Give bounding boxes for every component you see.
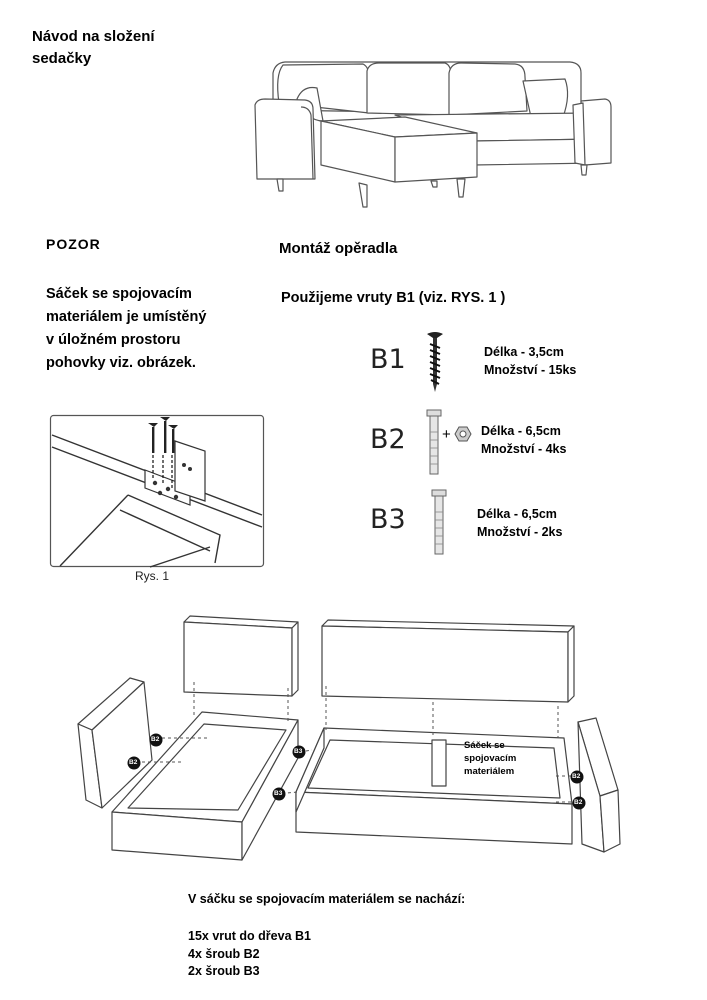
list-item: 15x vrut do dřeva B1 bbox=[188, 929, 311, 943]
backrest-heading: Montáž opěradla bbox=[279, 240, 398, 257]
b2-badge-label: B2 bbox=[129, 759, 138, 766]
warning-text bbox=[46, 283, 276, 375]
screw-quantity: Množství - 4ks bbox=[481, 442, 567, 456]
b2-badge bbox=[570, 770, 584, 789]
warning-heading: POZOR bbox=[46, 236, 101, 252]
screw-code-b3: B3 bbox=[370, 504, 406, 535]
page-title bbox=[32, 26, 212, 70]
wood-screw-icon bbox=[425, 330, 445, 394]
screw-spec-b1 bbox=[484, 343, 576, 379]
warning-line: v úložném prostoru bbox=[46, 332, 181, 348]
screw-spec-b3 bbox=[477, 505, 562, 541]
b2-badge-label: B2 bbox=[574, 799, 583, 806]
figure-1-bracket-detail bbox=[50, 415, 265, 568]
figure-1-caption: Rys. 1 bbox=[135, 569, 170, 583]
b2-badge bbox=[149, 733, 163, 752]
contents-heading: V sáčku se spojovacím materiálem se nachází: bbox=[188, 892, 466, 906]
screw-length: Délka - 6,5cm bbox=[477, 507, 557, 521]
screw-code-b1: B1 bbox=[370, 344, 406, 375]
bag-label bbox=[464, 739, 534, 778]
b3-badge bbox=[272, 787, 286, 806]
screw-spec-b2 bbox=[481, 422, 566, 458]
screw-length: Délka - 3,5cm bbox=[484, 345, 564, 359]
bag-label-line: spojovacím bbox=[464, 753, 517, 764]
b2-badge-label: B2 bbox=[572, 773, 581, 780]
b2-badge-label: B2 bbox=[151, 736, 160, 743]
screw-code-b2: B2 bbox=[370, 424, 406, 455]
contents-list bbox=[188, 928, 311, 981]
list-item: 2x šroub B3 bbox=[188, 964, 260, 978]
b3-badge-label: B3 bbox=[294, 748, 303, 755]
b2-badge bbox=[127, 756, 141, 775]
b3-badge bbox=[292, 745, 306, 764]
warning-line: materiálem je umístěný bbox=[46, 309, 207, 325]
screw-quantity: Množství - 15ks bbox=[484, 363, 577, 377]
bag-label-line: materiálem bbox=[464, 766, 515, 777]
b3-badge-label: B3 bbox=[274, 790, 283, 797]
title-line-2: sedačky bbox=[32, 50, 92, 67]
warning-line: pohovky viz. obrázek. bbox=[46, 355, 196, 371]
list-item: 4x šroub B2 bbox=[188, 946, 260, 961]
bolt-icon bbox=[425, 410, 443, 476]
bolt-icon bbox=[430, 490, 448, 556]
screw-quantity: Množství - 2ks bbox=[477, 525, 563, 539]
b2-badge bbox=[572, 796, 586, 815]
screw-length: Délka - 6,5cm bbox=[481, 424, 561, 438]
sofa-illustration bbox=[245, 55, 615, 215]
backrest-instruction: Použijeme vruty B1 (viz. RYS. 1 ) bbox=[281, 290, 506, 306]
title-line-1: Návod na složení bbox=[32, 28, 155, 45]
warning-line: Sáček se spojovacím bbox=[46, 286, 192, 302]
plus-sign: + bbox=[442, 426, 451, 443]
nut-icon bbox=[455, 426, 471, 442]
bag-label-line: Sáček se bbox=[464, 740, 505, 751]
